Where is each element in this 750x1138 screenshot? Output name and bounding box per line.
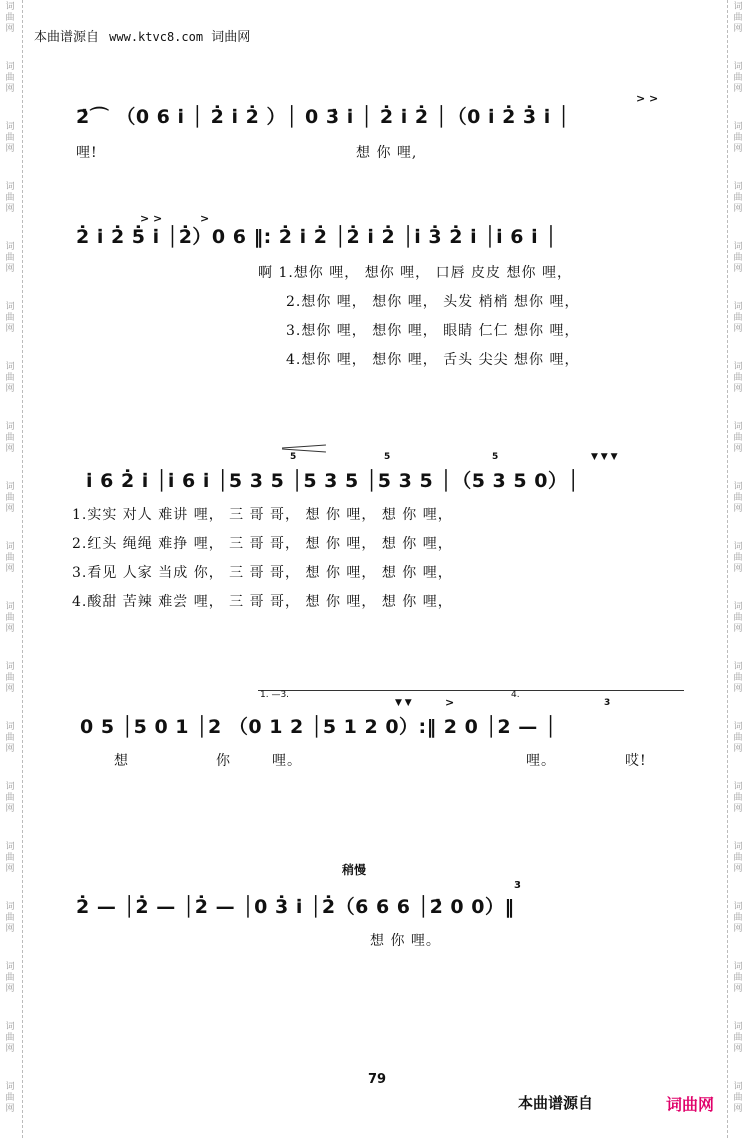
footer-source-label: 本曲谱源自	[518, 1094, 594, 1112]
watermark-text: 词曲网	[5, 62, 15, 94]
lyric-line-4a: 想	[114, 753, 129, 769]
grace-note: 3	[604, 698, 611, 708]
watermark-text: 词曲网	[733, 1082, 743, 1114]
lyric-line-1a: 哩!	[76, 145, 98, 161]
notation-line-2: 2̇ i̇ 2̇ 5̇ i̇ │2̇）0 6 ‖: 2̇ i̇ 2̇ │2̇ i̇ 2̇ │i̇ 3̇ 2̇ i̇ │i̇ 6 i̇ │	[76, 226, 558, 248]
lyric-line-4b: 你	[216, 753, 231, 769]
watermark-text: 词曲网	[5, 662, 15, 694]
watermark-text: 词曲网	[5, 182, 15, 214]
watermark-text: 词曲网	[733, 542, 743, 574]
watermark-text: 词曲网	[5, 782, 15, 814]
watermark-text: 词曲网	[5, 1082, 15, 1114]
crescendo-mark	[282, 444, 326, 448]
watermark-text: 词曲网	[5, 902, 15, 934]
watermark-text: 词曲网	[733, 662, 743, 694]
accent-mark: >	[200, 212, 210, 225]
watermark-text: 词曲网	[733, 902, 743, 934]
page-number: 79	[368, 1072, 387, 1087]
watermark-text: 词曲网	[5, 962, 15, 994]
right-watermark-strip	[727, 0, 750, 1138]
staccato-marks: ▼ ▼	[395, 698, 412, 708]
verse-line-3-4: 4.酸甜 苦辣 难尝 哩， 三 哥 哥， 想 你 哩， 想 你 哩，	[72, 594, 453, 610]
watermark-text: 词曲网	[5, 482, 15, 514]
lyric-line-1b: 想 你 哩,	[356, 145, 418, 161]
watermark-text: 词曲网	[733, 722, 743, 754]
watermark-text: 词曲网	[5, 2, 15, 34]
watermark-text: 词曲网	[733, 422, 743, 454]
volta-bracket-1	[258, 690, 510, 691]
watermark-text: 词曲网	[733, 242, 743, 274]
verse-line-2-4: 4.想你 哩， 想你 哩， 舌头 尖尖 想你 哩，	[286, 352, 580, 368]
accent-mark: > >	[140, 212, 163, 225]
watermark-text: 词曲网	[733, 122, 743, 154]
notation-line-1: 2̇⌒ （0 6 i̇ │ 2̇ i̇ 2̇ ）│ 0 3̇ i̇ │ 2̇ i̇ 2̇ │（0 i̇ 2̇ 3̇ i̇ │	[76, 106, 570, 128]
watermark-text: 词曲网	[733, 1022, 743, 1054]
watermark-text: 词曲网	[5, 602, 15, 634]
watermark-text: 词曲网	[5, 122, 15, 154]
staccato-marks: ▼ ▼ ▼	[591, 452, 618, 462]
verse-line-2-2: 2.想你 哩， 想你 哩， 头发 梢梢 想你 哩，	[286, 294, 580, 310]
header-source-label: 本曲谱源自	[34, 30, 100, 45]
watermark-text: 词曲网	[5, 542, 15, 574]
watermark-text: 词曲网	[733, 302, 743, 334]
volta-bracket-2	[508, 690, 684, 691]
volta-1-label: 1. —3.	[260, 690, 290, 700]
watermark-text: 词曲网	[5, 302, 15, 334]
header-site-name: 词曲网	[211, 30, 251, 45]
lyric-line-5: 想 你 哩。	[370, 933, 441, 949]
notation-line-3: i̇ 6 2̇ i̇ │i̇ 6 i̇ │5 3 5 │5 3 5 │5 3 5 │（5 3 5 0）│	[86, 470, 580, 492]
watermark-text: 词曲网	[5, 842, 15, 874]
accent-mark: >	[445, 696, 455, 709]
watermark-text: 词曲网	[733, 182, 743, 214]
watermark-text: 词曲网	[733, 2, 743, 34]
lyric-line-4e: 哎!	[625, 753, 647, 769]
watermark-text: 词曲网	[5, 242, 15, 274]
footer-site-name[interactable]: 词曲网	[666, 1095, 715, 1114]
verse-line-3-2: 2.红头 绳绳 难挣 哩， 三 哥 哥， 想 你 哩， 想 你 哩，	[72, 536, 453, 552]
notation-line-4: 0 5 │5 0 1 │2 （0 1 2 │5 1 2 0）:‖ 2 0 │2 — │	[80, 716, 557, 738]
watermark-text: 词曲网	[733, 602, 743, 634]
watermark-text: 词曲网	[733, 782, 743, 814]
grace-note: 5	[290, 452, 297, 462]
verse-line-2-3: 3.想你 哩， 想你 哩， 眼睛 仁仁 想你 哩，	[286, 323, 580, 339]
verse-line-3-3: 3.看见 人家 当成 你， 三 哥 哥， 想 你 哩， 想 你 哩，	[72, 565, 453, 581]
header	[34, 26, 250, 45]
watermark-text: 词曲网	[5, 1022, 15, 1054]
accent-mark: > >	[636, 92, 659, 105]
watermark-text: 词曲网	[733, 842, 743, 874]
tempo-marking: 稍慢	[342, 863, 367, 877]
watermark-text: 词曲网	[733, 482, 743, 514]
notation-line-5: 2̇ — │2̇ — │2̇ — │0 3̇ i̇ │2̇（6 6 6 │2̇ 0 0）‖	[76, 896, 515, 918]
triplet-mark: 3	[514, 880, 521, 891]
left-watermark-strip	[0, 0, 23, 1138]
lyric-line-4d: 哩。	[526, 753, 556, 769]
header-url[interactable]: www.ktvc8.com	[109, 30, 204, 44]
grace-note: 5	[384, 452, 391, 462]
watermark-text: 词曲网	[733, 62, 743, 94]
verse-line-3-1: 1.实实 对人 难讲 哩， 三 哥 哥， 想 你 哩， 想 你 哩，	[72, 507, 453, 523]
verse-line-2-1: 啊 1.想你 哩， 想你 哩， 口唇 皮皮 想你 哩，	[258, 265, 572, 281]
watermark-text: 词曲网	[5, 362, 15, 394]
watermark-text: 词曲网	[733, 962, 743, 994]
watermark-text: 词曲网	[733, 362, 743, 394]
grace-note: 5	[492, 452, 499, 462]
volta-2-label: 4.	[511, 690, 520, 700]
crescendo-mark	[282, 448, 326, 452]
lyric-line-4c: 哩。	[272, 753, 302, 769]
watermark-text: 词曲网	[5, 722, 15, 754]
watermark-text: 词曲网	[5, 422, 15, 454]
